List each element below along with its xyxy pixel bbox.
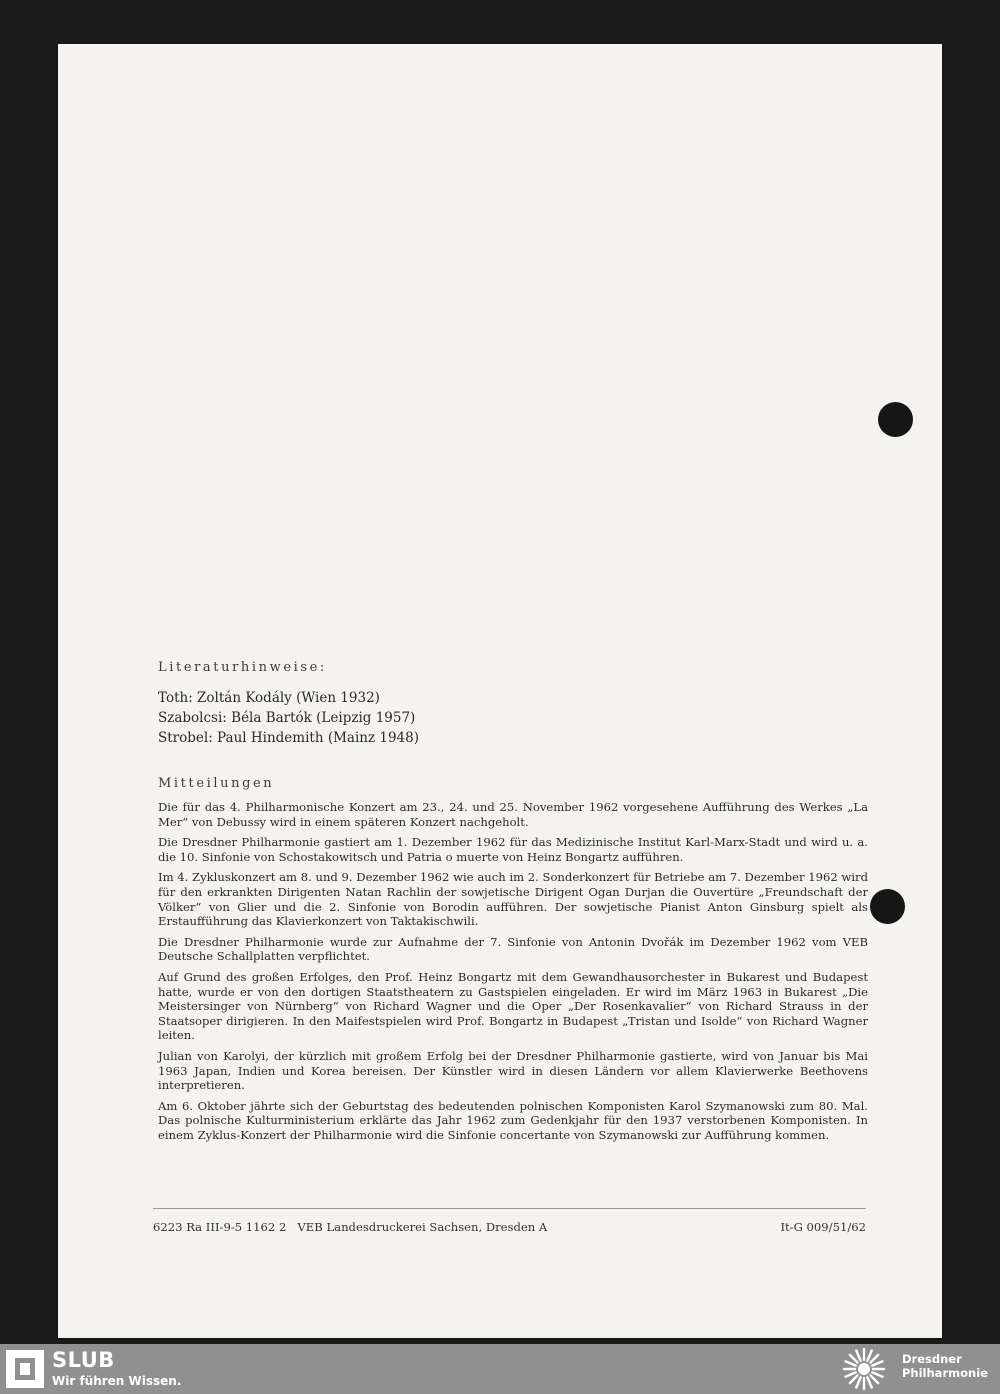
literature-item: Toth: Zoltán Kodály (Wien 1932) — [158, 690, 380, 706]
punch-hole-top — [878, 402, 913, 437]
slub-tagline: Wir führen Wissen. — [52, 1374, 182, 1388]
notice-paragraph: Die Dresdner Philharmonie wurde zur Aufnahme der 7. Sinfonie von Antonin Dvořák im Dezember 1962 vom VEB Deutsche Schallplatten verpflichtet. — [158, 934, 868, 964]
notice-paragraph: Am 6. Oktober jährte sich der Geburtstag des bedeutenden polnischen Komponisten Karol Szymanowski zum 80. Mal. Das polnische Kulturministerium erklärte das Jahr 1962 zum Gedenkjahr für den 1937 verstorbenen Komponisten. In einem Zyklus-Konzert der Philharmonie wird die Sinfonie concertante von Szymanowski zur Aufführung kommen. — [158, 1098, 868, 1142]
notices-body — [158, 800, 868, 1148]
literature-list — [158, 688, 419, 748]
printer-imprint: 6223 Ra III-9-5 1162 2 VEB Landesdruckerei Sachsen, Dresden A — [153, 1220, 548, 1234]
notices-heading: Mitteilungen — [158, 776, 275, 791]
philharmonie-logo-icon[interactable] — [842, 1347, 886, 1391]
philharmonie-name[interactable] — [902, 1352, 988, 1380]
notice-paragraph: Julian von Karolyi, der kürzlich mit großem Erfolg bei der Dresdner Philharmonie gastierte, wird von Januar bis Mai 1963 Japan, Indien und Korea bereisen. Der Künstler wird in diesen Ländern vor allem Klavierwerke Beethovens interpretieren. — [158, 1048, 868, 1093]
notice-paragraph: Im 4. Zykluskonzert am 8. und 9. Dezember 1962 wie auch im 2. Sonderkonzert für Betriebe am 7. Dezember 1962 wird für den erkrankten Dirigenten Natan Rachlin der sowjetische Dirigent Ogan Durjan die Ouvertüre „Freundschaft der Völker“ von Glier und die 2. Sinfonie von Borodin aufführen. Der sowjetische Pianist Anton Ginsburg spielt als Erstaufführung das Klavierkonzert von Taktakischwili. — [158, 870, 868, 929]
document-code: It-G 009/51/62 — [780, 1220, 866, 1234]
slub-logo-icon[interactable] — [6, 1350, 44, 1388]
literature-item: Strobel: Paul Hindemith (Mainz 1948) — [158, 730, 419, 746]
library-bar — [0, 1344, 1000, 1394]
footer-divider — [153, 1208, 866, 1209]
notice-paragraph: Die für das 4. Philharmonische Konzert am 23., 24. und 25. November 1962 vorgesehene Aufführung des Werkes „La Mer“ von Debussy wird in einem späteren Konzert nachgeholt. — [158, 800, 868, 829]
slub-name[interactable]: SLUB — [52, 1348, 115, 1372]
literature-heading: Literaturhinweise: — [158, 660, 327, 675]
notice-paragraph: Auf Grund des großen Erfolges, den Prof. Heinz Bongartz mit dem Gewandhausorchester in Bukarest und Budapest hatte, wurde er von den dortigen Staatstheatern zu Gastspielen eingeladen. Er wird im März 1963 in Bukarest „Die Meistersinger von Nürnberg“ von Richard Wagner und die Oper „Der Rosenkavalier“ von Richard Strauss in der Staatsoper dirigieren. In den Maifestspielen wird Prof. Bongartz in Budapest „Tristan und Isolde“ von Richard Wagner leiten. — [158, 969, 868, 1043]
punch-hole-bottom — [870, 889, 905, 924]
literature-item: Szabolcsi: Béla Bartók (Leipzig 1957) — [158, 710, 416, 726]
notice-paragraph: Die Dresdner Philharmonie gastiert am 1. Dezember 1962 für das Medizinische Institut Karl-Marx-Stadt und wird u. a. die 10. Sinfonie von Schostakowitsch und Patria o muerte von Heinz Bongartz aufführen. — [158, 835, 868, 864]
philharmonie-name-line1: Dresdner — [902, 1352, 962, 1366]
philharmonie-name-line2: Philharmonie — [902, 1366, 988, 1380]
